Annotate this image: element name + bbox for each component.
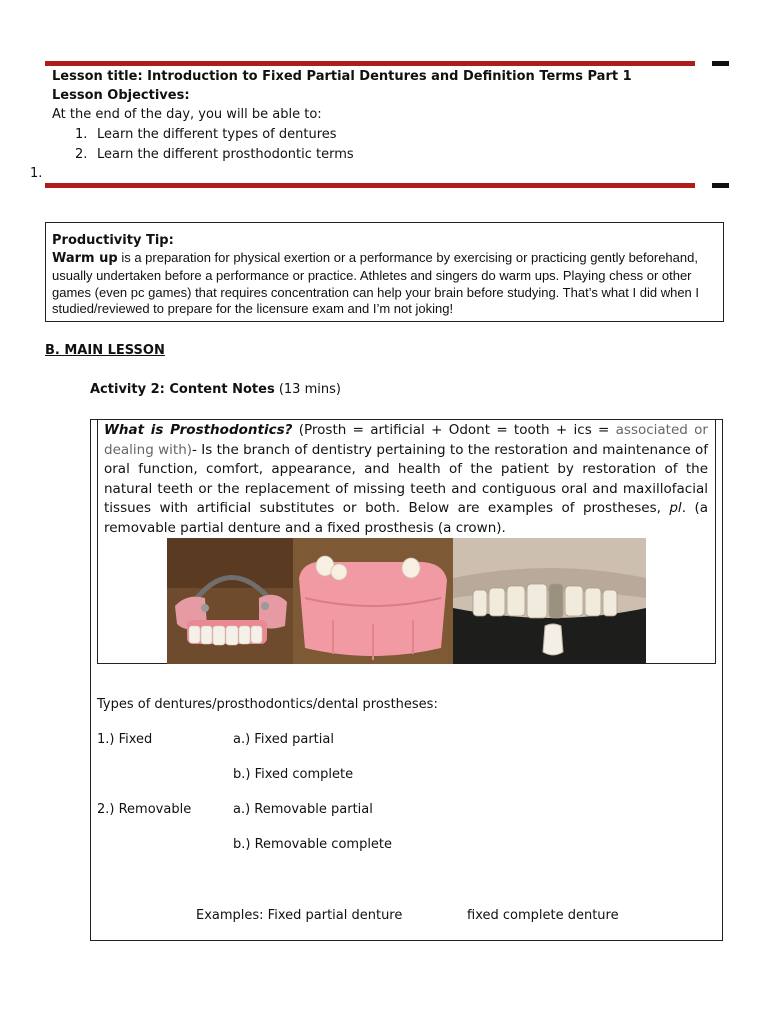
definition-etymology-gray: associated or dealing with) bbox=[104, 422, 708, 458]
header-top-dash bbox=[712, 61, 729, 66]
prosthodontics-definition bbox=[104, 421, 708, 538]
type-category: 2.) Removable bbox=[97, 802, 192, 817]
definition-plural: pl bbox=[669, 500, 682, 516]
crown-model-photo bbox=[453, 538, 646, 664]
type-category: 1.) Fixed bbox=[97, 732, 153, 747]
objective-number: 1. bbox=[75, 127, 88, 142]
section-heading: B. MAIN LESSON bbox=[45, 343, 165, 358]
definition-body-end: . (a removable partial denture and a fixed prosthesis (a crown). bbox=[104, 500, 708, 536]
activity-time: (13 mins) bbox=[274, 382, 341, 397]
tip-term: Warm up bbox=[52, 251, 118, 266]
stray-list-number: 1. bbox=[30, 166, 43, 181]
objective-item bbox=[75, 125, 337, 145]
objective-text: Learn the different types of dentures bbox=[97, 127, 337, 142]
objectives-intro: At the end of the day, you will be able to: bbox=[52, 107, 322, 122]
pink-model-photo bbox=[293, 538, 453, 664]
objectives-heading: Lesson Objectives: bbox=[52, 88, 190, 103]
activity-heading bbox=[90, 380, 341, 400]
examples-second-label: fixed complete denture bbox=[467, 908, 619, 923]
objective-text: Learn the different prosthodontic terms bbox=[97, 147, 354, 162]
removable-partial-denture-photo bbox=[167, 538, 293, 664]
activity-label: Activity 2: Content Notes bbox=[90, 382, 275, 397]
header-bottom-dash bbox=[712, 183, 729, 188]
definition-question: What is Prosthodontics? bbox=[104, 422, 293, 438]
type-subcategory: b.) Removable complete bbox=[233, 837, 393, 852]
types-intro: Types of dentures/prosthodontics/dental prostheses: bbox=[97, 697, 438, 712]
examples-label: Examples: Fixed partial denture bbox=[196, 908, 403, 923]
tip-heading: Productivity Tip: bbox=[52, 233, 174, 248]
tip-text: is a preparation for physical exertion or a performance by exercising or practicing gently beforehand, usually undertaken before a performance or practice. Athletes and singers do warm ups. Playing chess or other games (even pc games) that requires concentration can help your brain before studying. That’s what I did when I studied/reviewed to prepare for the licensure exam and I’m not joking! bbox=[52, 250, 699, 316]
lesson-title: Lesson title: Introduction to Fixed Partial Dentures and Definition Terms Part 1 bbox=[52, 69, 632, 84]
definition-etymology: (Prosth = artificial + Odont = tooth + ics = bbox=[292, 422, 616, 438]
type-subcategory: a.) Fixed partial bbox=[233, 732, 334, 747]
objective-item bbox=[75, 145, 354, 165]
header-top-rule bbox=[45, 61, 695, 66]
tip-body bbox=[52, 250, 717, 318]
type-subcategory: b.) Fixed complete bbox=[233, 767, 354, 782]
type-subcategory: a.) Removable partial bbox=[233, 802, 373, 817]
objective-number: 2. bbox=[75, 147, 88, 162]
productivity-tip-box bbox=[45, 222, 724, 322]
definition-body: - Is the branch of dentistry pertaining to the restoration and maintenance of oral function, comfort, appearance, and health of the patient by restoration of the natural teeth or the replacement of missing teeth and contiguous oral and maxillofacial tissues with artificial substitutes or both. Below are examples of prostheses, bbox=[104, 441, 708, 516]
header-bottom-rule bbox=[45, 183, 695, 188]
